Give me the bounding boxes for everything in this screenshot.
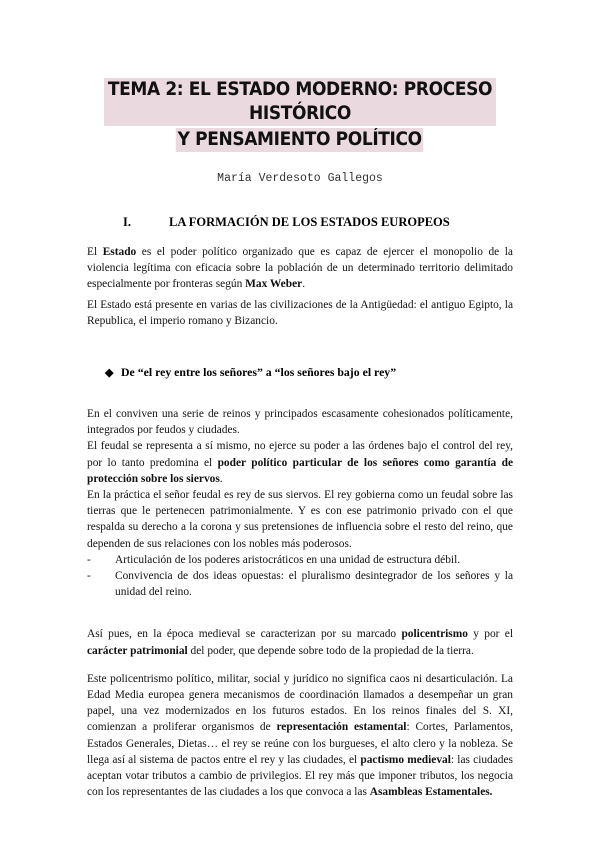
author-name: María Verdesoto Gallegos — [217, 172, 383, 185]
paragraph-antiguedad: El Estado está presente en varias de las civilizaciones de la Antigüedad: el antiguo Egipto, la Republica, el imperio romano y Bizancio. — [87, 298, 513, 327]
section-title: LA FORMACIÓN DE LOS ESTADOS EUROPEOS — [169, 215, 450, 229]
document-title — [87, 78, 513, 152]
dash-marker: - — [87, 553, 91, 566]
section-number: I. — [123, 215, 131, 229]
section-heading — [87, 215, 513, 230]
list-item — [87, 552, 513, 568]
subsection-title: De “el rey entre los señores” a “los señores bajo el rey” — [121, 365, 397, 380]
paragraph-feudal: El feudal se representa a sí mismo, no ejerce su poder a las órdenes bajo el control del rey, por lo tanto predomina el poder político particular de los señores como garantía de protección sobre los siervos. — [87, 440, 513, 485]
paragraph-edad-media: Este policentrismo político, militar, social y jurídico no significa caos ni desarticulación. La Edad Media europea genera mecanismos de coordinación llamados a desempeñar un gran papel, una vez modernizados en los futuros estados. En los reinos finales del S. XI, comienzan a proliferar organismos de representación estamental: Cortes, Parlamentos, Estados Generales, Dietas… el rey se reúne con los burgueses, el alto clero y la nobleza. Se llega así al sistema de pactos entre el rey y las ciudades, el pactismo medieval: las ciudades aceptan votar tributos a cambio de privilegios. El rey más que imponer tributos, los negocia con los representantes de las ciudades a los que convoca a las Asambleas Estamentales. — [87, 672, 513, 799]
dash-marker: - — [87, 570, 91, 583]
list-item-text: Articulación de los poderes aristocráticos en una unidad de estructura débil. — [115, 553, 461, 566]
title-line-1: TEMA 2: EL ESTADO MODERNO: PROCESO HISTÓRICO — [104, 78, 496, 126]
paragraph-senor-feudal: En la práctica el señor feudal es rey de sus siervos. El rey gobierna como un feudal sobre las tierras que le pertenecen patrimonialmente. Y es con ese patrimonio privado con el que respalda su derecho a la corona y sus pretensiones de influencia sobre el resto del reino, que dependen de sus relaciones con los nobles más poderosos. — [87, 489, 513, 550]
title-line-2: Y PENSAMIENTO POLÍTICO — [177, 129, 423, 150]
list-item — [87, 568, 513, 600]
paragraph-reinos: En el conviven una serie de reinos y principados escasamente cohesionados políticamente, integrados por feudos y ciudades. — [87, 408, 513, 437]
list-item-text: Convivencia de dos ideas opuestas: el pluralismo desintegrador de los señores y la unidad del reino. — [115, 570, 513, 599]
paragraph-policentrismo: Así pues, en la época medieval se caracterizan por su marcado policentrismo y por el carácter patrimonial del poder, que depende sobre todo de la propiedad de la tierra. — [87, 628, 513, 657]
paragraph-estado-definition: El Estado es el poder político organizado que es capaz de ejercer el monopolio de la violencia legítima con eficacia sobre la población de un determinado territorio delimitado especialmente por fronteras según Max Weber. — [87, 246, 513, 291]
diamond-bullet-icon: ◆ — [105, 367, 114, 380]
subsection-heading — [87, 365, 513, 380]
